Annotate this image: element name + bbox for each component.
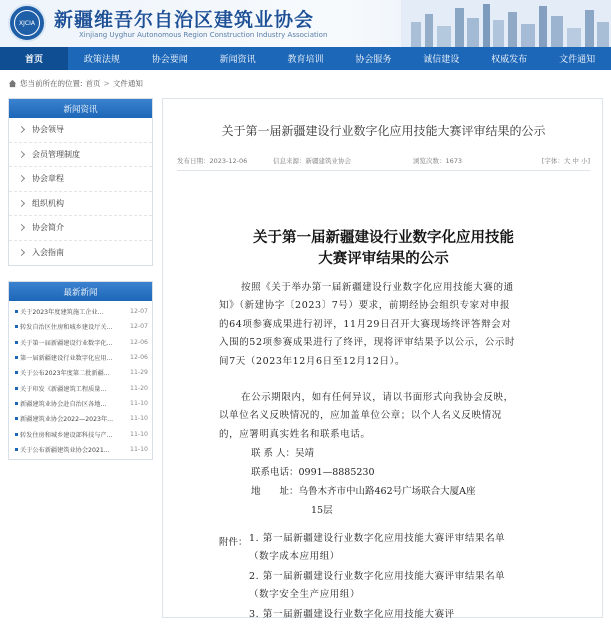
news-title: 第一届新疆建设行业数字化应用... [20,355,113,363]
news-title: 关于公布2023年度第二批新疆... [20,370,110,378]
chevron-right-icon [18,175,25,182]
news-date: 12-07 [130,308,148,316]
sidebar-item-organization[interactable] [9,192,152,217]
bullet-icon [15,417,18,420]
info-source: 信息来源：新疆建筑业协会 [273,157,351,165]
bullet-icon [15,325,18,328]
sidebar-item-membership[interactable] [9,143,152,168]
nav-policy[interactable]: 政策法规 [83,55,120,65]
sidebar-item-label: 入会指南 [32,248,64,258]
attachment-label: 附件： [219,537,248,548]
news-date: 11-10 [130,445,148,453]
bullet-icon [15,310,18,313]
bullet-icon [15,371,18,374]
breadcrumb [8,78,143,89]
news-title: 转发住房和城乡建设部科技与产... [20,431,113,439]
latest-news-heading-text: 最新新闻 [63,287,98,298]
sidebar-heading-text: 新闻资讯 [63,104,98,115]
nav-release[interactable]: 权威发布 [491,55,528,65]
bullet-icon [15,387,18,390]
contact-row [251,445,314,459]
phone-label: 联系电话： [251,467,299,478]
site-logo[interactable] [8,4,46,42]
skyline-banner-image [401,0,611,47]
home-icon [8,79,17,88]
sidebar-item-leaders[interactable] [9,118,152,143]
address-row [251,483,476,497]
breadcrumb-separator: > [103,79,110,88]
sidebar-item-label: 协会简介 [32,223,64,233]
attachment-3[interactable]: 3. 第一届新疆建设行业数字化应用技能大赛评 [249,609,455,620]
news-date: 11-10 [130,430,148,438]
nav-training[interactable]: 教育培训 [287,55,324,65]
news-item[interactable] [9,426,152,441]
bullet-icon [15,341,18,344]
news-item[interactable] [9,396,152,411]
chevron-right-icon [18,224,25,231]
phone-number: 0991—8885230 [298,467,375,478]
article-paragraph-1: 按照《关于举办第一届新疆建设行业数字化应用技能大赛的通知》（新建协字〔2023〕7号）要求，前期经协会组织专家对申报的64项参赛成果进行初评，11月29日召开大赛现场终评答辩会对入围的52项参赛成果进行了终评，现将评审结果予以公示，公示时间7天（2023年12月6日至12月12日）。 [219,282,516,367]
chevron-right-icon [18,249,25,256]
news-item[interactable] [9,319,152,334]
news-item[interactable] [9,380,152,395]
publish-date: 发布日期：2023-12-06 [177,157,248,165]
latest-news-heading [9,282,152,301]
news-title: 关于第一届新疆建设行业数字化... [20,339,113,347]
contact-name: 吴靖 [295,448,315,459]
main-nav [0,47,611,70]
chevron-right-icon [18,200,25,207]
article-title-line2: 大赛评审结果的公示 [318,250,449,267]
article-title-line1: 关于第一届新疆建设行业数字化应用技能 [253,229,514,246]
news-title: 关于印发《新疆建筑工程质量... [20,385,107,393]
news-item[interactable] [9,304,152,319]
sidebar-item-label: 协会领导 [32,125,64,135]
sidebar-item-guide[interactable] [9,241,152,266]
article-title [163,227,604,269]
bullet-icon [15,356,18,359]
news-title: 转发自治区住房和城乡建设厅关... [20,324,113,332]
sidebar-item-label: 会员管理制度 [32,149,80,159]
attachment-2[interactable]: 2. 第一届新疆建设行业数字化应用技能大赛评审结果名单（数字安全生产应用组） [249,571,506,601]
news-item[interactable] [9,350,152,365]
latest-news-panel [8,281,153,460]
attachment-1[interactable]: 1. 第一届新疆建设行业数字化应用技能大赛评审结果名单（数字成本应用组） [249,533,506,563]
nav-services[interactable]: 协会服务 [355,55,392,65]
site-header [0,0,611,47]
site-subtitle: Xinjiang Uyghur Autonomous Region Construction Industry Association [79,31,328,39]
news-title: 关于2023年度建筑施工企业... [20,309,104,317]
bullet-icon [15,448,18,451]
chevron-right-icon [18,126,25,133]
news-item[interactable] [9,365,152,380]
bullet-icon [15,433,18,436]
phone-row [251,464,375,478]
sidebar-heading [9,99,152,118]
sidebar-item-intro[interactable] [9,216,152,241]
address-line1: 乌鲁木齐市中山路462号广场联合大厦A座 [298,486,476,497]
article-panel [162,98,603,618]
news-date: 11-29 [130,369,148,377]
chevron-right-icon [18,151,25,158]
font-size-switch[interactable]: [字体：大 中 小] [541,157,590,165]
sidebar-menu [8,98,153,266]
article-meta [177,156,590,165]
article-paragraph-2: 在公示期限内，如有任何异议，请以书面形式向我协会反映，以单位名义反映情况的，应加盖单位公章；以个人名义反映情况的，应署明真实姓名和联系电话。 [219,392,514,440]
sidebar-item-label: 协会章程 [32,174,64,184]
sidebar-item-charter[interactable] [9,167,152,192]
news-date: 12-07 [130,323,148,331]
address-label: 地 址： [251,486,299,497]
sidebar-item-label: 组织机构 [32,198,64,208]
address-line2: 15层 [311,505,333,516]
news-item[interactable] [9,411,152,426]
news-item[interactable] [9,442,152,457]
contact-label: 联 系 人： [251,448,296,459]
nav-association-news[interactable]: 协会要闻 [151,55,188,65]
news-list [9,301,152,459]
news-date: 12-06 [130,354,148,362]
breadcrumb-current[interactable]: 文件通知 [112,79,143,88]
news-date: 11-10 [130,415,148,423]
news-title: 新疆建筑业协会2022—2023年... [20,416,114,424]
site-title: 新疆维吾尔自治区建筑业协会 [54,9,315,31]
bullet-icon [15,402,18,405]
nav-credit[interactable]: 诚信建设 [423,55,460,65]
nav-notices[interactable]: 文件通知 [559,55,596,65]
news-date: 12-06 [130,338,148,346]
logo-emblem: XJCIA [14,10,40,36]
breadcrumb-prefix: 您当前所在的位置: [20,79,83,88]
news-item[interactable] [9,335,152,350]
news-date: 11-20 [130,384,148,392]
news-title: 新疆建筑业协会赴自治区各地... [20,400,107,408]
view-count: 浏览次数：1673 [413,157,463,165]
nav-news[interactable]: 新闻资讯 [219,55,256,65]
news-date: 11-10 [130,399,148,407]
page-title: 关于第一届新疆建设行业数字化应用技能大赛评审结果的公示 [221,124,546,138]
breadcrumb-home[interactable]: 首页 [85,79,101,88]
article-body [163,227,604,620]
nav-home[interactable]: 首页 [0,47,68,70]
divider [177,170,590,171]
news-title: 关于公布新疆建筑业协会2021... [20,446,110,454]
